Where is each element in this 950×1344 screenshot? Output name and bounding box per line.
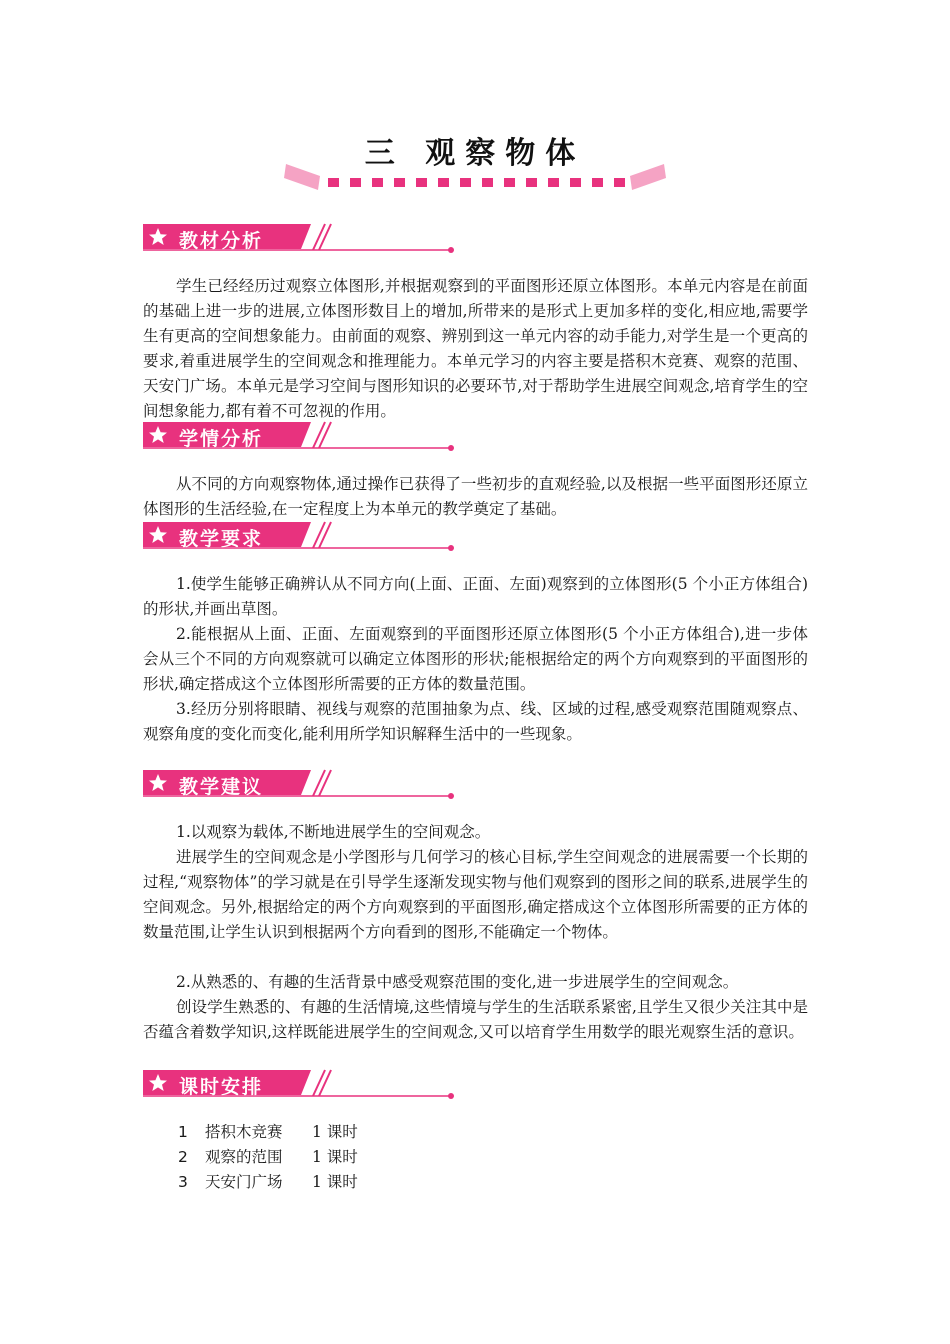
requirement-item-3: 3.经历分别将眼睛、视线与观察的范围抽象为点、线、区域的过程,感受观察范围随观察点、观察角度的变化而变化,能利用所学知识解释生活中的一些现象。 bbox=[143, 700, 808, 743]
schedule-row bbox=[178, 1145, 392, 1170]
requirement-item-2: 2.能根据从上面、正面、左面观察到的平面图形还原立体图形(5 个小正方体组合),进一步体会从三个不同的方向观察就可以确定立体图形的形状;能根据给定的两个方向观察到的平面图形的形状,确定搭成这个立体图形所需要的正方体的数量范围。 bbox=[143, 625, 808, 693]
schedule-number: 2 bbox=[178, 1148, 188, 1166]
section-title-analysis: 教材分析 bbox=[179, 230, 264, 252]
schedule-row bbox=[178, 1120, 392, 1145]
schedule-lesson: 天安门广场 bbox=[205, 1173, 283, 1191]
learning-paragraph: 从不同的方向观察物体,通过操作已获得了一些初步的直观经验,以及根据一些平面图形还原立体图形的生活经验,在一定程度上为本单元的教学奠定了基础。 bbox=[143, 475, 808, 518]
schedule-lesson: 观察的范围 bbox=[205, 1148, 283, 1166]
section-title-suggestions: 教学建议 bbox=[179, 776, 264, 798]
suggestion-paragraph-1: 进展学生的空间观念是小学图形与几何学习的核心目标,学生空间观念的进展需要一个长期的过程,“观察物体”的学习就是在引导学生逐渐发现实物与他们观察到的图形之间的联系,进展学生的空间观念。另外,根据给定的两个方向观察到的平面图形,确定搭成这个立体图形所需要的正方体的数量范围,让学生认识到根据两个方向看到的图形,不能确定一个物体。 bbox=[143, 848, 808, 941]
schedule-row bbox=[178, 1170, 392, 1195]
section-title-requirements: 教学要求 bbox=[179, 528, 264, 550]
section-header-requirements bbox=[143, 520, 463, 554]
section-header-learning bbox=[143, 420, 463, 454]
requirement-item-1: 1.使学生能够正确辨认从不同方向(上面、正面、左面)观察到的立体图形(5 个小正方体组合)的形状,并画出草图。 bbox=[143, 575, 808, 618]
section-header-suggestions bbox=[143, 768, 463, 802]
section-title-schedule: 课时安排 bbox=[179, 1076, 264, 1098]
section-title-learning: 学情分析 bbox=[179, 428, 264, 450]
chapter-title: 三 观察物体 bbox=[364, 136, 586, 171]
suggestion-item-1: 1.以观察为载体,不断地进展学生的空间观念。 bbox=[176, 823, 491, 841]
title-decoration bbox=[280, 160, 670, 196]
analysis-paragraph: 学生已经经历过观察立体图形,并根据观察到的平面图形还原立体图形。本单元内容是在前面的基础上进一步的进展,立体图形数目上的增加,所带来的是形式上更加多样的变化,相应地,需要学生有更高的空间想象能力。由前面的观察、辨别到这一单元内容的动手能力,对学生是一个更高的要求,着重进展学生的空间观念和推理能力。本单元学习的内容主要是搭积木竞赛、观察的范围、天安门广场。本单元是学习空间与图形知识的必要环节,对于帮助学生进展空间观念,培育学生的空间想象能力,都有着不可忽视的作用。 bbox=[143, 277, 808, 420]
suggestion-item-2: 2.从熟悉的、有趣的生活背景中感受观察范围的变化,进一步进展学生的空间观念。 bbox=[176, 973, 739, 991]
schedule-hours: 1 课时 bbox=[312, 1173, 358, 1191]
schedule-list bbox=[178, 1120, 392, 1195]
schedule-lesson: 搭积木竞赛 bbox=[205, 1123, 283, 1141]
section-header-schedule bbox=[143, 1068, 463, 1102]
schedule-hours: 1 课时 bbox=[312, 1123, 358, 1141]
schedule-number: 3 bbox=[178, 1173, 188, 1191]
chapter-title-block bbox=[280, 118, 670, 198]
section-header-analysis bbox=[143, 222, 463, 256]
schedule-number: 1 bbox=[178, 1123, 188, 1141]
schedule-hours: 1 课时 bbox=[312, 1148, 358, 1166]
suggestion-paragraph-2: 创设学生熟悉的、有趣的生活情境,这些情境与学生的生活联系紧密,且学生又很少关注其中是否蕴含着数学知识,这样既能进展学生的空间观念,又可以培育学生用数学的眼光观察生活的意识。 bbox=[143, 998, 808, 1041]
